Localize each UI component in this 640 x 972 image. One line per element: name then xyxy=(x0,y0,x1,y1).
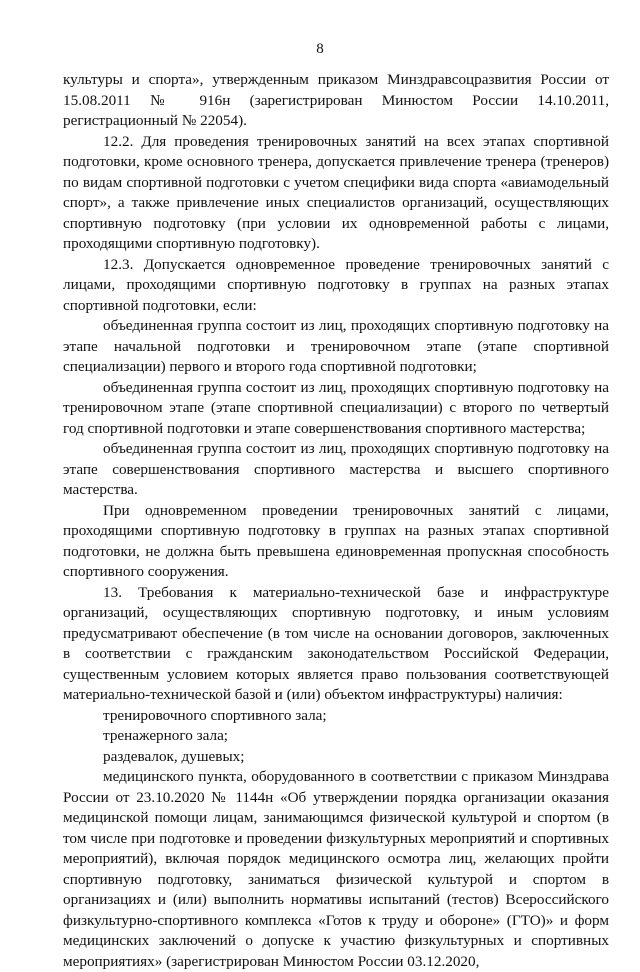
paragraph-12-3: 12.3. Допускается одновременное проведение тренировочных занятий с лицами, проходящими спортивную подготовку в группах на разных этапах спортивной подготовки, если: xyxy=(63,255,609,314)
paragraph-continuation: культуры и спорта», утвержденным приказом Минздравсоцразвития России от 15.08.2011 № 916н (зарегистрирован Минюстом России 14.10.2011, регистрационный № 22054). xyxy=(63,71,609,129)
list-item-training-hall: тренировочного спортивного зала; xyxy=(103,706,327,724)
paragraph-group-2: объединенная группа состоит из лиц, проходящих спортивную подготовку на тренировочном этапе (этапе спортивной специализации) с второго по четвертый год спортивной подготовки и этапе совершенствования спортивного мастерства; xyxy=(63,378,609,437)
paragraph-capacity: При одновременном проведении тренировочных занятий с лицами, проходящими спортивную подготовку в группах на разных этапах спортивной подготовки, не должна быть превышена единовременная пропускная способность спортивного сооружения. xyxy=(63,501,609,580)
paragraph-13: 13. Требования к материально-технической базе и инфраструктуре организаций, осуществляющих спортивную подготовку, и иным условиям предусматривают обеспечение (в том числе на основании договоров, заключенных в соответствии с гражданским законодательством Российской Федерации, существенным условием которых является право пользования соответствующей материально-технической базой и (или) объектом инфраструктуры) наличия: xyxy=(63,583,609,703)
list-item-gym: тренажерного зала; xyxy=(103,727,229,744)
document-body xyxy=(63,70,609,972)
page-number: 8 xyxy=(316,41,324,57)
paragraph-12-2: 12.2. Для проведения тренировочных занятий на всех этапах спортивной подготовки, кроме основного тренера, допускается привлечение тренера (тренеров) по видам спортивной подготовки с учетом специфики вида спорта «авиамодельный спорт», а также привлечение иных специалистов организаций, осуществляющих спортивную подготовку (при условии их одновременной работы с лицами, проходящими спортивную подготовку). xyxy=(63,132,609,252)
list-item-medical-point: медицинского пункта, оборудованного в соответствии с приказом Минздрава России от 23.10.2020 № 1144н «Об утверждении порядка организации оказания медицинской помощи лицам, занимающимся физической культурой и спортом (в том числе при подготовке и проведении физкультурных мероприятий и спортивных мероприятий), включая порядок медицинского осмотра лиц, желающих пройти спортивную подготовку, заниматься физической культурой и спортом в организациях и (или) выполнить нормативы испытаний (тестов) Всероссийского физкультурно-спортивного комплекса «Готов к труду и обороне» (ГТО)» и форм медицинских заключений о допуске к участию физкультурных и спортивных мероприятиях» (зарегистрирован Минюстом России 03.12.2020, xyxy=(63,768,609,970)
list-item-changing-rooms: раздевалок, душевых; xyxy=(103,747,245,765)
paragraph-group-3: объединенная группа состоит из лиц, проходящих спортивную подготовку на этапе совершенствования спортивного мастерства и высшего спортивного мастерства. xyxy=(63,440,609,498)
paragraph-group-1: объединенная группа состоит из лиц, проходящих спортивную подготовку на этапе начальной подготовки и тренировочном этапе (этапе спортивной специализации) первого и второго года спортивной подготовки; xyxy=(63,317,609,375)
